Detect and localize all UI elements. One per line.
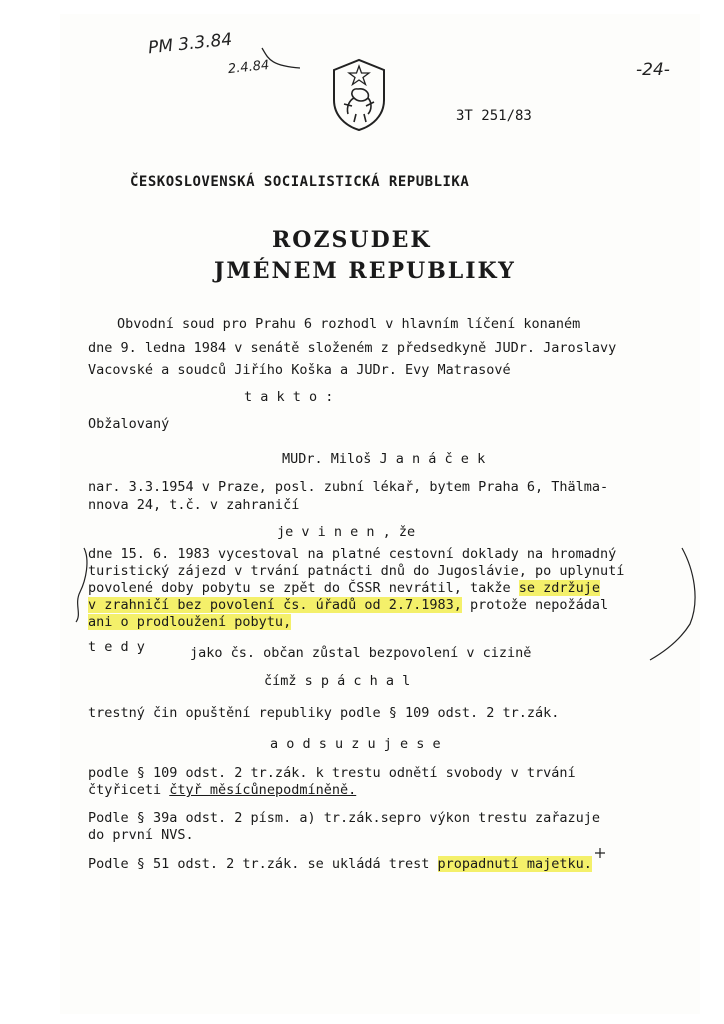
- obzalovany-label: Obžalovaný: [88, 416, 170, 432]
- para-39-line: Podle § 39a odst. 2 písm. a) tr.zák.sepro výkon trestu zařazuje: [88, 810, 601, 826]
- page-number: -24-: [636, 60, 670, 80]
- para-51-text: Podle § 51 odst. 2 tr.zák. se ukládá trest: [88, 856, 438, 872]
- file-number: 3T 251/83: [456, 108, 532, 124]
- handwritten-date-1: PM 3.3.84: [147, 29, 234, 59]
- facts-line: [88, 597, 608, 613]
- crime-description: trestný čin opuštění republiky podle § 109 odst. 2 tr.zák.: [88, 705, 560, 721]
- defendant-name: MUDr. Miloš J a n á č e k: [282, 451, 486, 467]
- intro-line: dne 9. ledna 1984 v senátě složeném z předsedkyně JUDr. Jaroslavy: [88, 340, 617, 356]
- handwritten-date-2: 2.4.84: [227, 57, 270, 78]
- facts-line: [88, 580, 600, 596]
- document-title: ROZSUDEK: [272, 227, 432, 253]
- defendant-info-line: nnova 24, t.č. v zahraničí: [88, 497, 300, 513]
- facts-text: povolené doby pobytu se zpět do ČSSR nevrátil, takže: [88, 580, 511, 596]
- sentence-line: podle § 109 odst. 2 tr.zák. k trestu odnětí svobody v trvání: [88, 765, 576, 781]
- para-51-line: [88, 856, 592, 872]
- state-emblem-icon: [330, 56, 388, 132]
- intro-line: Vacovské a soudců Jiřího Koška a JUDr. Evy Matrasové: [88, 362, 511, 378]
- handwritten-mark: [0, 0, 1, 1]
- intro-line: Obvodní soud pro Prahu 6 rozhodl v hlavním líčení konaném: [117, 316, 581, 332]
- je-vinen-heading: je v i n e n , že: [277, 524, 416, 540]
- highlighted-text: ani o prodloužení pobytu,: [88, 614, 292, 630]
- underlined-text: čtyř měsícůnepodmíněně.: [169, 782, 357, 798]
- highlighted-text: se zdržuje: [518, 580, 601, 596]
- facts-line: dne 15. 6. 1983 vycestoval na platné cestovní doklady na hromadný: [88, 546, 617, 562]
- sentence-line: [88, 782, 356, 798]
- facts-line: [88, 614, 291, 630]
- state-name: ČESKOSLOVENSKÁ SOCIALISTICKÁ REPUBLIKA: [130, 174, 470, 190]
- sentence-text: čtyřiceti: [88, 782, 170, 798]
- defendant-info-line: nar. 3.3.1954 v Praze, posl. zubní lékař, bytem Praha 6, Thälma-: [88, 479, 609, 495]
- para-39-line: do první NVS.: [88, 827, 194, 843]
- highlighted-text: propadnutí majetku.: [437, 856, 592, 872]
- odsuzuje-heading: a o d s u z u j e s e: [270, 736, 441, 752]
- tedy-label: t e d y: [88, 639, 145, 655]
- document-subtitle: JMÉNEM REPUBLIKY: [214, 258, 516, 284]
- facts-line: turistický zájezd v trvání patnácti dnů do Jugoslávie, po uplynutí: [88, 563, 625, 579]
- tedy-text: jako čs. občan zůstal bezpovolení v cizině: [190, 645, 532, 661]
- facts-text: protože nepožádal: [461, 597, 609, 613]
- cimz-spachal-heading: čímž s p á c h a l: [264, 673, 411, 689]
- takto-heading: t a k t o :: [244, 389, 334, 405]
- highlighted-text: v zrahničí bez povolení čs. úřadů od 2.7.1983,: [88, 597, 462, 613]
